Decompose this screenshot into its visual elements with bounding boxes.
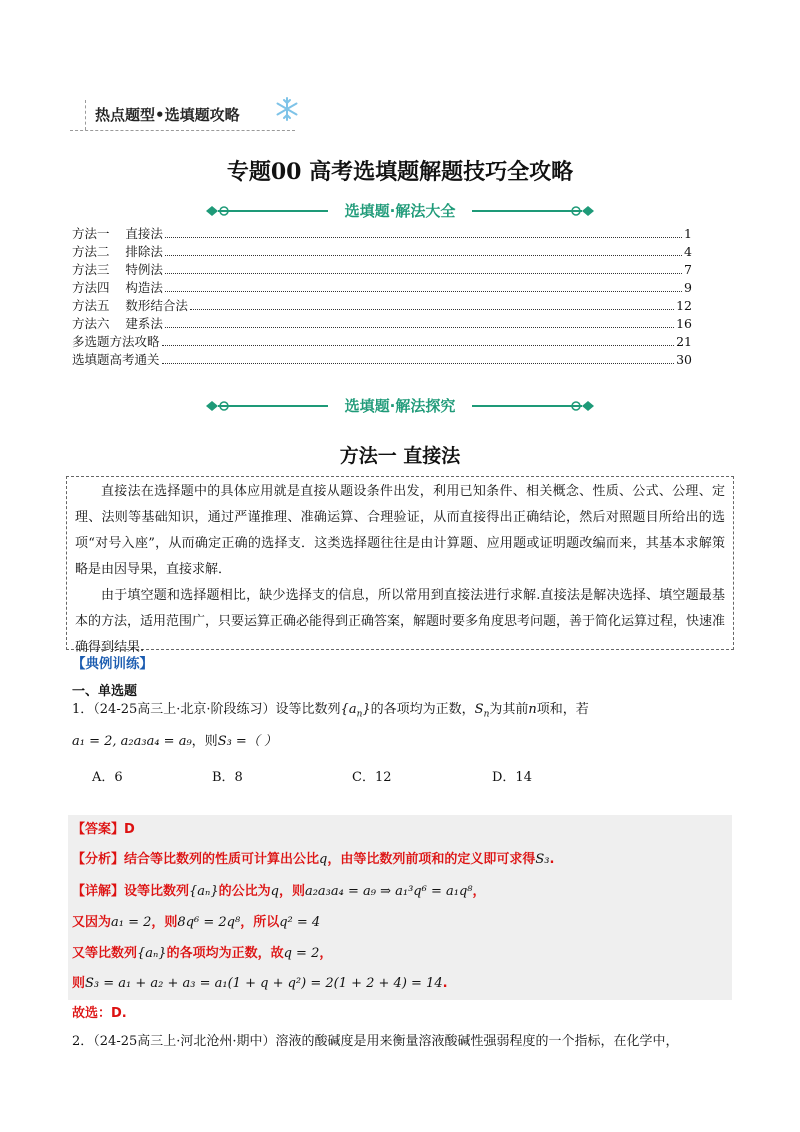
math-condition: a₁ = 2, a₂a₃a₄ = a₉ (72, 734, 192, 749)
toc-item-page: 16 (676, 316, 692, 331)
toc-item-page: 9 (684, 280, 692, 295)
option-c[interactable]: C．12 (352, 770, 392, 785)
toc-item-page: 12 (676, 298, 692, 313)
detail-line-3: 又等比数列{aₙ}的各项均为正数，故q = 2， (72, 946, 333, 961)
toc-item-label: 方法五 数形结合法 (72, 298, 188, 313)
subsection-heading: 一、单选题 (72, 684, 138, 699)
header-divider (70, 130, 295, 131)
option-d[interactable]: D．14 (492, 770, 532, 785)
question-text: 溶液的酸碱度是用来衡量溶液酸碱性强弱程度的一个指标，在化学中， (275, 1034, 679, 1049)
question-text: 的各项均为正数， (370, 702, 475, 717)
toc-item[interactable] (72, 351, 692, 369)
toc-item-label: 方法三 特例法 (72, 262, 163, 277)
question-text: 项和，若 (536, 702, 589, 717)
example-tag: 【典例训练】 (72, 656, 153, 672)
question-number: 1． (72, 702, 94, 717)
math-sequence: $\{a_n\}$ (340, 702, 371, 720)
toc-item[interactable] (72, 243, 692, 261)
question-text: 设等比数列 (275, 702, 341, 717)
intro-box (66, 476, 734, 655)
toc-item[interactable] (72, 225, 692, 243)
toc-item-label: 方法六 建系法 (72, 316, 163, 331)
banner-exploration (200, 393, 600, 419)
option-a[interactable]: A．6 (92, 770, 123, 785)
detail-line-4: 则S₃ = a₁ + a₂ + a₃ = a₁(1 + q + q²) = 2(1 + 2 + 4) = 14. (72, 976, 448, 991)
toc-item-page: 7 (684, 262, 692, 277)
banner-methods (200, 198, 600, 224)
banner-methods-label: 选填题·解法大全 (344, 202, 456, 220)
toc-item[interactable] (72, 279, 692, 297)
intro-paragraph-1: 直接法在选择题中的具体应用就是直接从题设条件出发，利用已知条件、相关概念、性质、公式、公理、定理、法则等基础知识，通过严谨推理、准确运算、合理验证，从而直接得出正确结论，然后对照题目所给出的选项“对号入座”，从而确定正确的选择支．这类选择题往往是由计算题、应用题或证明题改编而来，其基本求解策略是由因导果，直接求解． (75, 484, 725, 577)
question-source: （24-25高三上·北京·阶段练习） (93, 702, 276, 717)
analysis-line: 【分析】结合等比数列的性质可计算出公比q，由等比数列前项和的定义即可求得S₃. (72, 852, 555, 867)
question-number: 2． (72, 1034, 94, 1049)
toc-item-label: 方法四 构造法 (72, 280, 163, 295)
question-text: 为其前 (489, 702, 529, 717)
section-title: 方法一 直接法 (339, 445, 461, 467)
math-n: n (528, 702, 537, 717)
header-decoration (85, 100, 86, 130)
option-b[interactable]: B．8 (212, 770, 243, 785)
answer-value: D (124, 822, 135, 837)
toc-item-page: 30 (676, 352, 692, 367)
toc-item-page: 21 (676, 334, 692, 349)
math-ask: S₃ =（ ） (217, 734, 277, 749)
toc-item[interactable] (72, 261, 692, 279)
question-1 (72, 700, 732, 725)
toc-item[interactable] (72, 297, 692, 315)
detail-line-1: 【详解】设等比数列{aₙ}的公比为q，则a₂a₃a₄ = a₉ ⇒ a₁³q⁶ = a₁q⁸， (72, 884, 486, 899)
question-1-condition (72, 732, 277, 752)
analysis-label: 【分析】 (72, 852, 125, 867)
toc-item-page: 4 (684, 244, 692, 259)
banner-exploration-label: 选填题·解法探究 (344, 397, 456, 415)
answer-label: 【答案】 (72, 822, 125, 837)
question-2 (72, 1032, 732, 1052)
final-answer: 故选：D. (72, 1006, 127, 1021)
toc-item-page: 1 (684, 226, 692, 241)
detail-line-2: 又因为a₁ = 2，则8q⁶ = 2q⁸，所以q² = 4 (72, 915, 321, 930)
toc-item-label: 选填题高考通关 (72, 352, 160, 367)
toc-item-label: 多选题方法攻略 (72, 334, 160, 349)
page-title: 专题00 高考选填题解题技巧全攻略 (226, 159, 574, 185)
detail-label: 【详解】 (72, 884, 125, 899)
toc-item[interactable] (72, 333, 692, 351)
math-sum: $S_n$ (474, 702, 490, 720)
question-source: （24-25高三上·河北沧州·期中） (93, 1034, 276, 1049)
header-tag: 热点题型•选填题攻略 (95, 106, 240, 124)
toc-item-label: 方法一 直接法 (72, 226, 163, 241)
toc-item-label: 方法二 排除法 (72, 244, 163, 259)
snowflake-icon (274, 96, 300, 122)
table-of-contents (72, 225, 692, 369)
intro-paragraph-2: 由于填空题和选择题相比，缺少选择支的信息，所以常用到直接法进行求解.直接法是解决选择、填空题最基本的方法，适用范围广，只要运算正确必能得到正确答案，解题时要多角度思考问题，善于简化运算过程，快速准确得到结果. (75, 588, 726, 655)
question-text: ，则 (191, 734, 218, 749)
answer-line (72, 818, 135, 837)
toc-item[interactable] (72, 315, 692, 333)
